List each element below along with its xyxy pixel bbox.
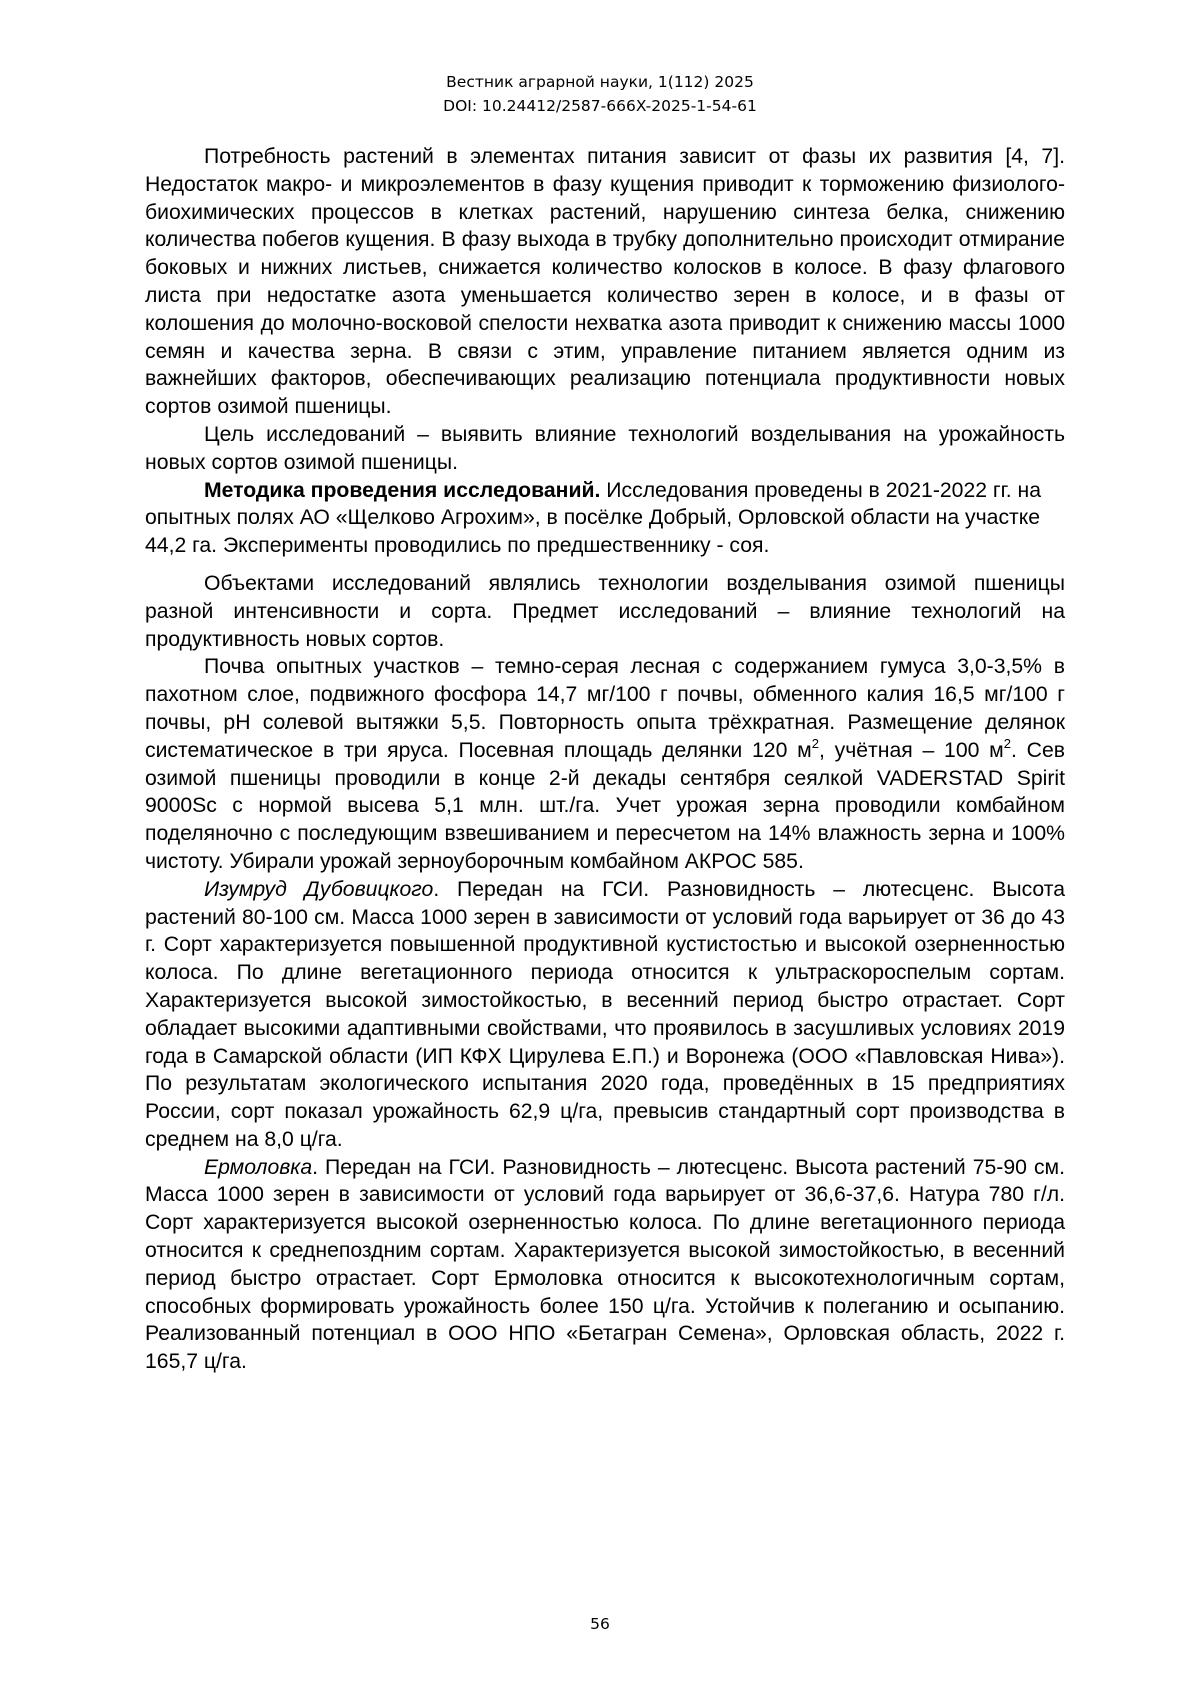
soil-text-c: . Сев озимой пшеницы проводили в конце 2-й декады сентября сеялкой VADERSTAD Spirit 9000Sc с нормой высева 5,1 млн. шт./га. Учет урожая зерна проводили комбайном поделяночно с последующим взвешиванием и пересчетом на 14% влажность зерна и 100% чистоту. Убирали урожай зерноуборочным комбайном АКРОС 585. — [145, 738, 1065, 873]
running-header — [0, 70, 1200, 118]
paragraph-variety-ermolovka — [145, 1154, 1065, 1376]
journal-title: Вестник аграрной науки, 1(112) 2025 — [446, 73, 754, 91]
methods-heading: Методика проведения исследований. — [204, 478, 601, 502]
superscript-squared: 2 — [1003, 735, 1011, 751]
article-body — [145, 143, 1065, 1376]
methods-text: Исследования проведены в 2021-2022 гг. на опытных полях АО «Щелково Агрохим», в посёлке Добрый, Орловской области на участке 44,2 га. Эксперименты проводились по предшественнику - соя. — [145, 478, 1042, 558]
variety-text-ermolovka: . Передан на ГСИ. Разновидность – лютесценс. Высота растений 75-90 см. Масса 1000 зерен в зависимости от условий года варьирует от 36,6-37,6. Натура 780 г/л. Сорт характеризуется высокой озерненностью колоса. По длине вегетационного периода относится к среднепоздним сортам. Характеризуется высокой зимостойкостью, в весенний период быстро отрастает. Сорт Ермоловка относится к высокотехнологичным сортам, способных формировать урожайность более 150 ц/га. Устойчив к полеганию и осыпанию. Реализованный потенциал в ООО НПО «Бетагран Семена», Орловская область, 2022 г. 165,7 ц/га. — [145, 1155, 1065, 1374]
paragraph-objects: Объектами исследований являлись технологии возделывания озимой пшеницы разной интенсивности и сорта. Предмет исследований – влияние технологий на продуктивность новых сортов. — [145, 571, 1065, 651]
soil-text-b: , учётная – 100 м — [818, 738, 1004, 762]
paragraph-methods — [145, 477, 1065, 560]
variety-text-izumrud: . Передан на ГСИ. Разновидность – лютесценс. Высота растений 80-100 см. Масса 1000 зерен в зависимости от условий года варьирует от 36 до 43 г. Сорт характеризуется повышенной продуктивной кустистостью и высокой озерненностью колоса. По длине вегетационного периода относится к ультраскороспелым сортам. Характеризуется высокой зимостойкостью, в весенний период быстро отрастает. Сорт обладает высокими адаптивными свойствами, что проявилось в засушливых условиях 2019 года в Самарской области (ИП КФХ Цирулева Е.П.) и Воронежа (ООО «Павловская Нива»). По результатам экологического испытания 2020 года, проведённых в 15 предприятиях России, сорт показал урожайность 62,9 ц/га, превысив стандартный сорт производства в среднем на 8,0 ц/га. — [145, 877, 1065, 1151]
paragraph-soil — [145, 653, 1065, 875]
page-number: 56 — [590, 1615, 610, 1633]
paragraph-goal: Цель исследований – выявить влияние технологий возделывания на урожайность новых сортов озимой пшеницы. — [145, 422, 1065, 474]
paragraph-nutrition: Потребность растений в элементах питания зависит от фазы их развития [4, 7]. Недостаток макро- и микроэлементов в фазу кущения приводит к торможению физиолого-биохимических процессов в клетках растений, нарушению синтеза белка, снижению количества побегов кущения. В фазу выхода в трубку дополнительно происходит отмирание боковых и нижних листьев, снижается количество колосков в колосе. В фазу флагового листа при недостатке азота уменьшается количество зерен в колосе, и в фазы от колошения до молочно-восковой спелости нехватка азота приводит к снижению массы 1000 семян и качества зерна. В связи с этим, управление питанием является одним из важнейших факторов, обеспечивающих реализацию потенциала продуктивности новых сортов озимой пшеницы. — [145, 145, 1065, 419]
soil-text-a: Почва опытных участков – темно-серая лесная с содержанием гумуса 3,0-3,5% в пахотном слое, подвижного фосфора 14,7 мг/100 г почвы, обменного калия 16,5 мг/100 г почвы, рН солевой вытяжки 5,5. Повторность опыта трёхкратная. Размещение делянок систематическое в три яруса. Посевная площадь делянки 120 м — [145, 655, 1065, 762]
variety-name-ermolovka: Ермоловка — [204, 1155, 313, 1179]
variety-name-izumrud: Изумруд Дубовицкого — [204, 877, 434, 901]
paragraph-variety-izumrud — [145, 876, 1065, 1154]
superscript-squared: 2 — [811, 735, 819, 751]
doi-line: DOI: 10.24412/2587-666X-2025-1-54-61 — [443, 97, 757, 115]
